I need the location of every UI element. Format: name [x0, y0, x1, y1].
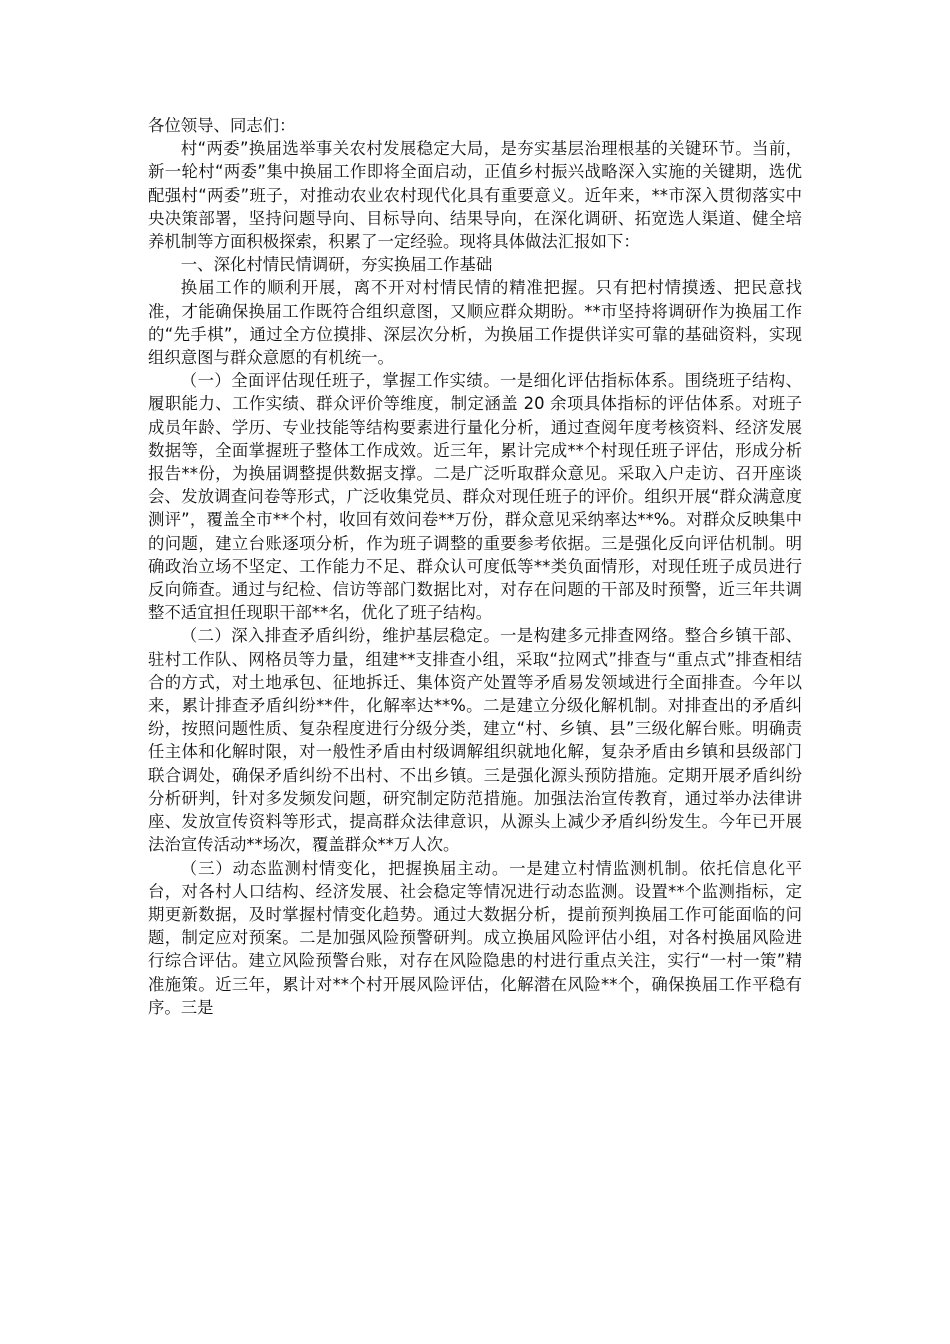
section-heading-1: 一、深化村情民情调研，夯实换届工作基础	[180, 255, 493, 275]
intro-paragraph: 村“两委”换届选举事关农村发展稳定大局，是夯实基层治理根基的关键环节。当前，新一轮村“两委”集中换届工作即将全面启动，正值乡村振兴战略深入实施的关键期，选优配强村“两委”班子，对推动农业农村现代化具有重要意义。近年来，**市深入贯彻落实中央决策部署，坚持问题导向、目标导向、结果导向，在深化调研、拓宽选人渠道、健全培养机制等方面积极探索，积累了一定经验。现将具体做法汇报如下：	[148, 139, 802, 252]
subsection-2-paragraph: （二）深入排查矛盾纠纷，维护基层稳定。一是构建多元排查网络。整合乡镇干部、驻村工作队、网格员等力量，组建**支排查小组，采取“拉网式”排查与“重点式”排查相结合的方式，对土地承包、征地拆迁、集体资产处置等矛盾易发领域进行全面排查。今年以来，累计排查矛盾纠纷**件，化解率达**%。二是建立分级化解机制。对排查出的矛盾纠纷，按照问题性质、复杂程度进行分级分类，建立“村、乡镇、县”三级化解台账。明确责任主体和化解时限，对一般性矛盾由村级调解组织就地化解，复杂矛盾由乡镇和县级部门联合调处，确保矛盾纠纷不出村、不出乡镇。三是强化源头预防措施。定期开展矛盾纠纷分析研判，针对多发频发问题，研究制定防范措施。加强法治宣传教育，通过举办法律讲座、发放宣传资料等形式，提高群众法律意识，从源头上减少矛盾纠纷发生。今年已开展法治宣传活动**场次，覆盖群众**万人次。	[148, 626, 802, 855]
subsection-3-paragraph: （三）动态监测村情变化，把握换届主动。一是建立村情监测机制。依托信息化平台，对各村人口结构、经济发展、社会稳定等情况进行动态监测。设置**个监测指标，定期更新数据，及时掌握村情变化趋势。通过大数据分析，提前预判换届工作可能面临的问题，制定应对预案。二是加强风险预警研判。成立换届风险评估小组，对各村换届风险进行综合评估。建立风险预警台账，对存在风险隐患的村进行重点关注，实行“一村一策”精准施策。近三年，累计对**个村开展风险评估，化解潜在风险**个，确保换届工作平稳有序。三是	[148, 858, 802, 1017]
document-body	[148, 114, 802, 1019]
salutation: 各位领导、同志们：	[148, 116, 296, 135]
section-1-paragraph: 换届工作的顺利开展，离不开对村情民情的精准把握。只有把村情摸透、把民意找准，才能确保换届工作既符合组织意图，又顺应群众期盼。**市坚持将调研作为换届工作的“先手棋”，通过全方位摸排、深层次分析，为换届工作提供详实可靠的基础资料，实现组织意图与群众意愿的有机统一。	[148, 278, 802, 368]
subsection-1-paragraph: （一）全面评估现任班子，掌握工作实绩。一是细化评估指标体系。围绕班子结构、履职能力、工作实绩、群众评价等维度，制定涵盖 20 余项具体指标的评估体系。对班子成员年龄、学历、专业技能等结构要素进行量化分析，通过查阅年度考核资料、经济发展数据等，全面掌握班子整体工作成效。近三年，累计完成**个村现任班子评估，形成分析报告**份，为换届调整提供数据支撑。二是广泛听取群众意见。采取入户走访、召开座谈会、发放调查问卷等形式，广泛收集党员、群众对现任班子的评价。组织开展“群众满意度测评”，覆盖全市**个村，收回有效问卷**万份，群众意见采纳率达**%。对群众反映集中的问题，建立台账逐项分析，作为班子调整的重要参考依据。三是强化反向评估机制。明确政治立场不坚定、工作能力不足、群众认可度低等**类负面情形，对现任班子成员进行反向筛查。通过与纪检、信访等部门数据比对，对存在问题的干部及时预警，近三年共调整不适宜担任现职干部**名，优化了班子结构。	[148, 371, 802, 623]
